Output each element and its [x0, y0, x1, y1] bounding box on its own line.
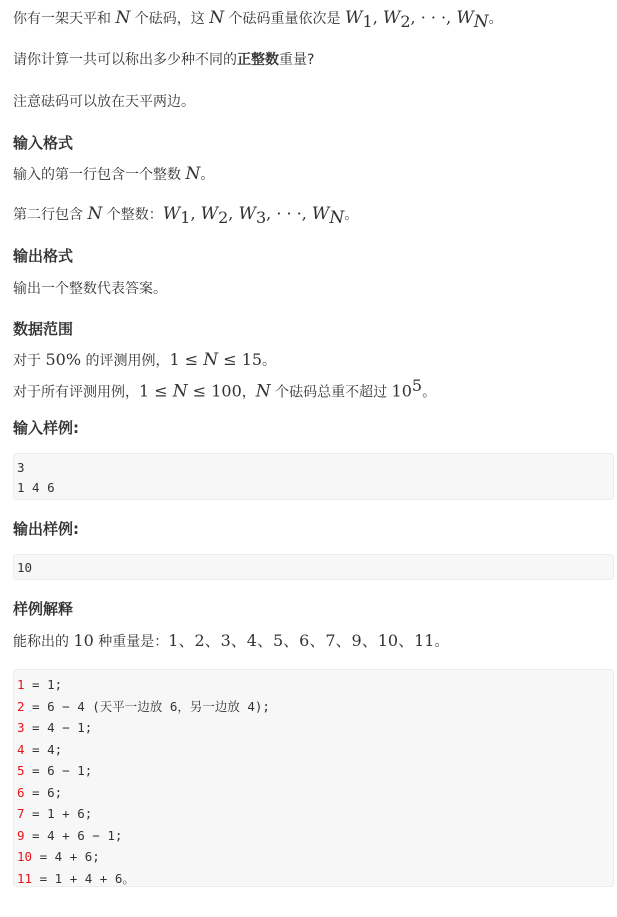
code-text: = 4 + 6 − 1;	[24, 827, 123, 843]
line-number: 10	[17, 849, 33, 864]
punct: 。	[262, 353, 277, 369]
intro-text: 重量?	[279, 52, 315, 68]
math-subscript: 1	[180, 207, 191, 227]
heading-output-format: 输出格式	[13, 247, 74, 265]
intro-text: 请你计算一共可以称出多少种不同的	[13, 52, 237, 68]
code-text: = 4;	[24, 741, 63, 757]
code-text: = 6 − 1;	[24, 763, 93, 778]
math-sep: ,	[190, 204, 201, 223]
intro-line-1	[13, 8, 503, 32]
math-sep: ,	[372, 8, 383, 27]
math-number: 10	[73, 631, 94, 650]
code-line: 10	[17, 560, 33, 575]
math-expr: ≤ 15	[218, 350, 263, 369]
math-expr: 1 ≤	[139, 381, 173, 401]
body-text: 对于所有评测用例，	[13, 384, 139, 401]
math-W: W	[345, 8, 363, 28]
body-text: 个整数：	[102, 207, 163, 223]
math-N: N	[87, 204, 103, 224]
math-percent: 50%	[45, 350, 82, 369]
sample-input-code-block	[13, 453, 614, 500]
heading-input-format: 输入格式	[13, 134, 74, 152]
line-number: 6	[17, 784, 25, 800]
explanation-code-block	[13, 669, 614, 887]
line-number: 4	[17, 741, 25, 757]
code-line	[17, 696, 613, 718]
math-subscript: 1	[362, 11, 373, 31]
math-sep: ,	[228, 204, 239, 223]
code-line	[17, 717, 613, 739]
math-N: N	[255, 381, 271, 402]
body-text: 个砝码总重不超过	[270, 384, 392, 401]
line-number: 9	[17, 827, 25, 843]
code-line	[17, 803, 613, 825]
body-text: 的评测用例，	[81, 353, 170, 369]
line-number: 11	[17, 870, 33, 886]
code-line: 3	[17, 460, 25, 475]
code-line	[17, 739, 613, 761]
body-text: 能称出的	[13, 634, 74, 650]
math-subscript: 2	[218, 207, 229, 227]
line-number: 3	[17, 720, 25, 735]
code-line: 1 4 6	[17, 480, 55, 495]
emphasis-text: 正整数	[237, 52, 279, 68]
heading-data-range: 数据范围	[13, 320, 74, 338]
code-text: = 1 + 4 + 6。	[32, 870, 135, 886]
weights-list: 1、2、3、4、5、6、7、9、10、11	[168, 631, 435, 650]
explanation-line-1	[13, 631, 448, 652]
math-subscript: 2	[400, 11, 411, 31]
math-subscript: N	[473, 11, 489, 32]
math-N: N	[172, 381, 188, 402]
body-text: 对于	[13, 353, 46, 369]
math-W: W	[238, 204, 256, 224]
code-text: = 4 − 1;	[24, 720, 93, 735]
punct: 。	[422, 384, 437, 401]
heading-sample-input: 输入样例:	[13, 419, 79, 437]
code-text: = 6;	[24, 784, 63, 800]
math-expr: ≤ 100	[187, 381, 242, 401]
math-W: W	[162, 204, 181, 224]
code-line	[17, 674, 613, 696]
code-text: = 6 − 4 (天平一边放 6，另一边放 4);	[24, 698, 270, 714]
math-W: W	[456, 8, 474, 28]
math-W: W	[382, 8, 401, 28]
math-dots: , · · ·,	[266, 204, 312, 223]
output-format-line-1: 输出一个整数代表答案。	[13, 281, 167, 297]
punct: ，	[241, 384, 256, 401]
heading-sample-explanation: 样例解释	[13, 600, 74, 618]
math-base: 10	[391, 381, 412, 401]
intro-text: 个砝码重量依次是	[224, 11, 346, 27]
intro-line-2	[13, 50, 314, 70]
punct: 。	[344, 207, 359, 223]
input-format-line-1	[13, 164, 214, 185]
input-format-line-2	[13, 204, 358, 228]
body-text: 输入的第一行包含一个整数	[13, 167, 186, 183]
code-text: = 1;	[24, 677, 63, 692]
range-line-1	[13, 350, 276, 371]
punct: 。	[434, 634, 449, 650]
line-number: 5	[17, 763, 25, 778]
heading-sample-output: 输出样例:	[13, 520, 79, 538]
punct: 。	[200, 167, 215, 183]
intro-text: 你有一架天平和	[13, 11, 116, 27]
line-number: 1	[17, 677, 25, 692]
math-dots: , · · ·,	[410, 8, 457, 27]
math-N: N	[209, 8, 225, 28]
code-line	[17, 782, 613, 804]
punct: 。	[488, 11, 503, 27]
code-line	[17, 846, 613, 868]
body-text: 第二行包含	[13, 207, 88, 223]
intro-text: 个砝码，这	[130, 11, 210, 27]
math-W: W	[311, 204, 330, 224]
line-number: 7	[17, 806, 25, 821]
math-N: N	[203, 350, 219, 370]
code-line	[17, 825, 613, 847]
range-line-2	[13, 376, 436, 403]
code-line	[17, 868, 613, 890]
math-subscript: N	[329, 207, 345, 228]
math-W: W	[200, 204, 219, 224]
math-N: N	[185, 164, 201, 184]
code-line	[17, 760, 613, 782]
code-text: = 1 + 6;	[24, 806, 93, 821]
body-text: 种重量是：	[93, 634, 169, 650]
math-subscript: 3	[255, 207, 267, 227]
math-exponent: 5	[411, 376, 423, 395]
intro-line-3: 注意砝码可以放在天平两边。	[13, 94, 195, 110]
math-expr: 1 ≤	[169, 350, 204, 369]
line-number: 2	[17, 698, 25, 714]
math-N: N	[115, 8, 131, 28]
code-text: = 4 + 6;	[32, 849, 100, 864]
sample-output-code-block	[13, 554, 614, 580]
